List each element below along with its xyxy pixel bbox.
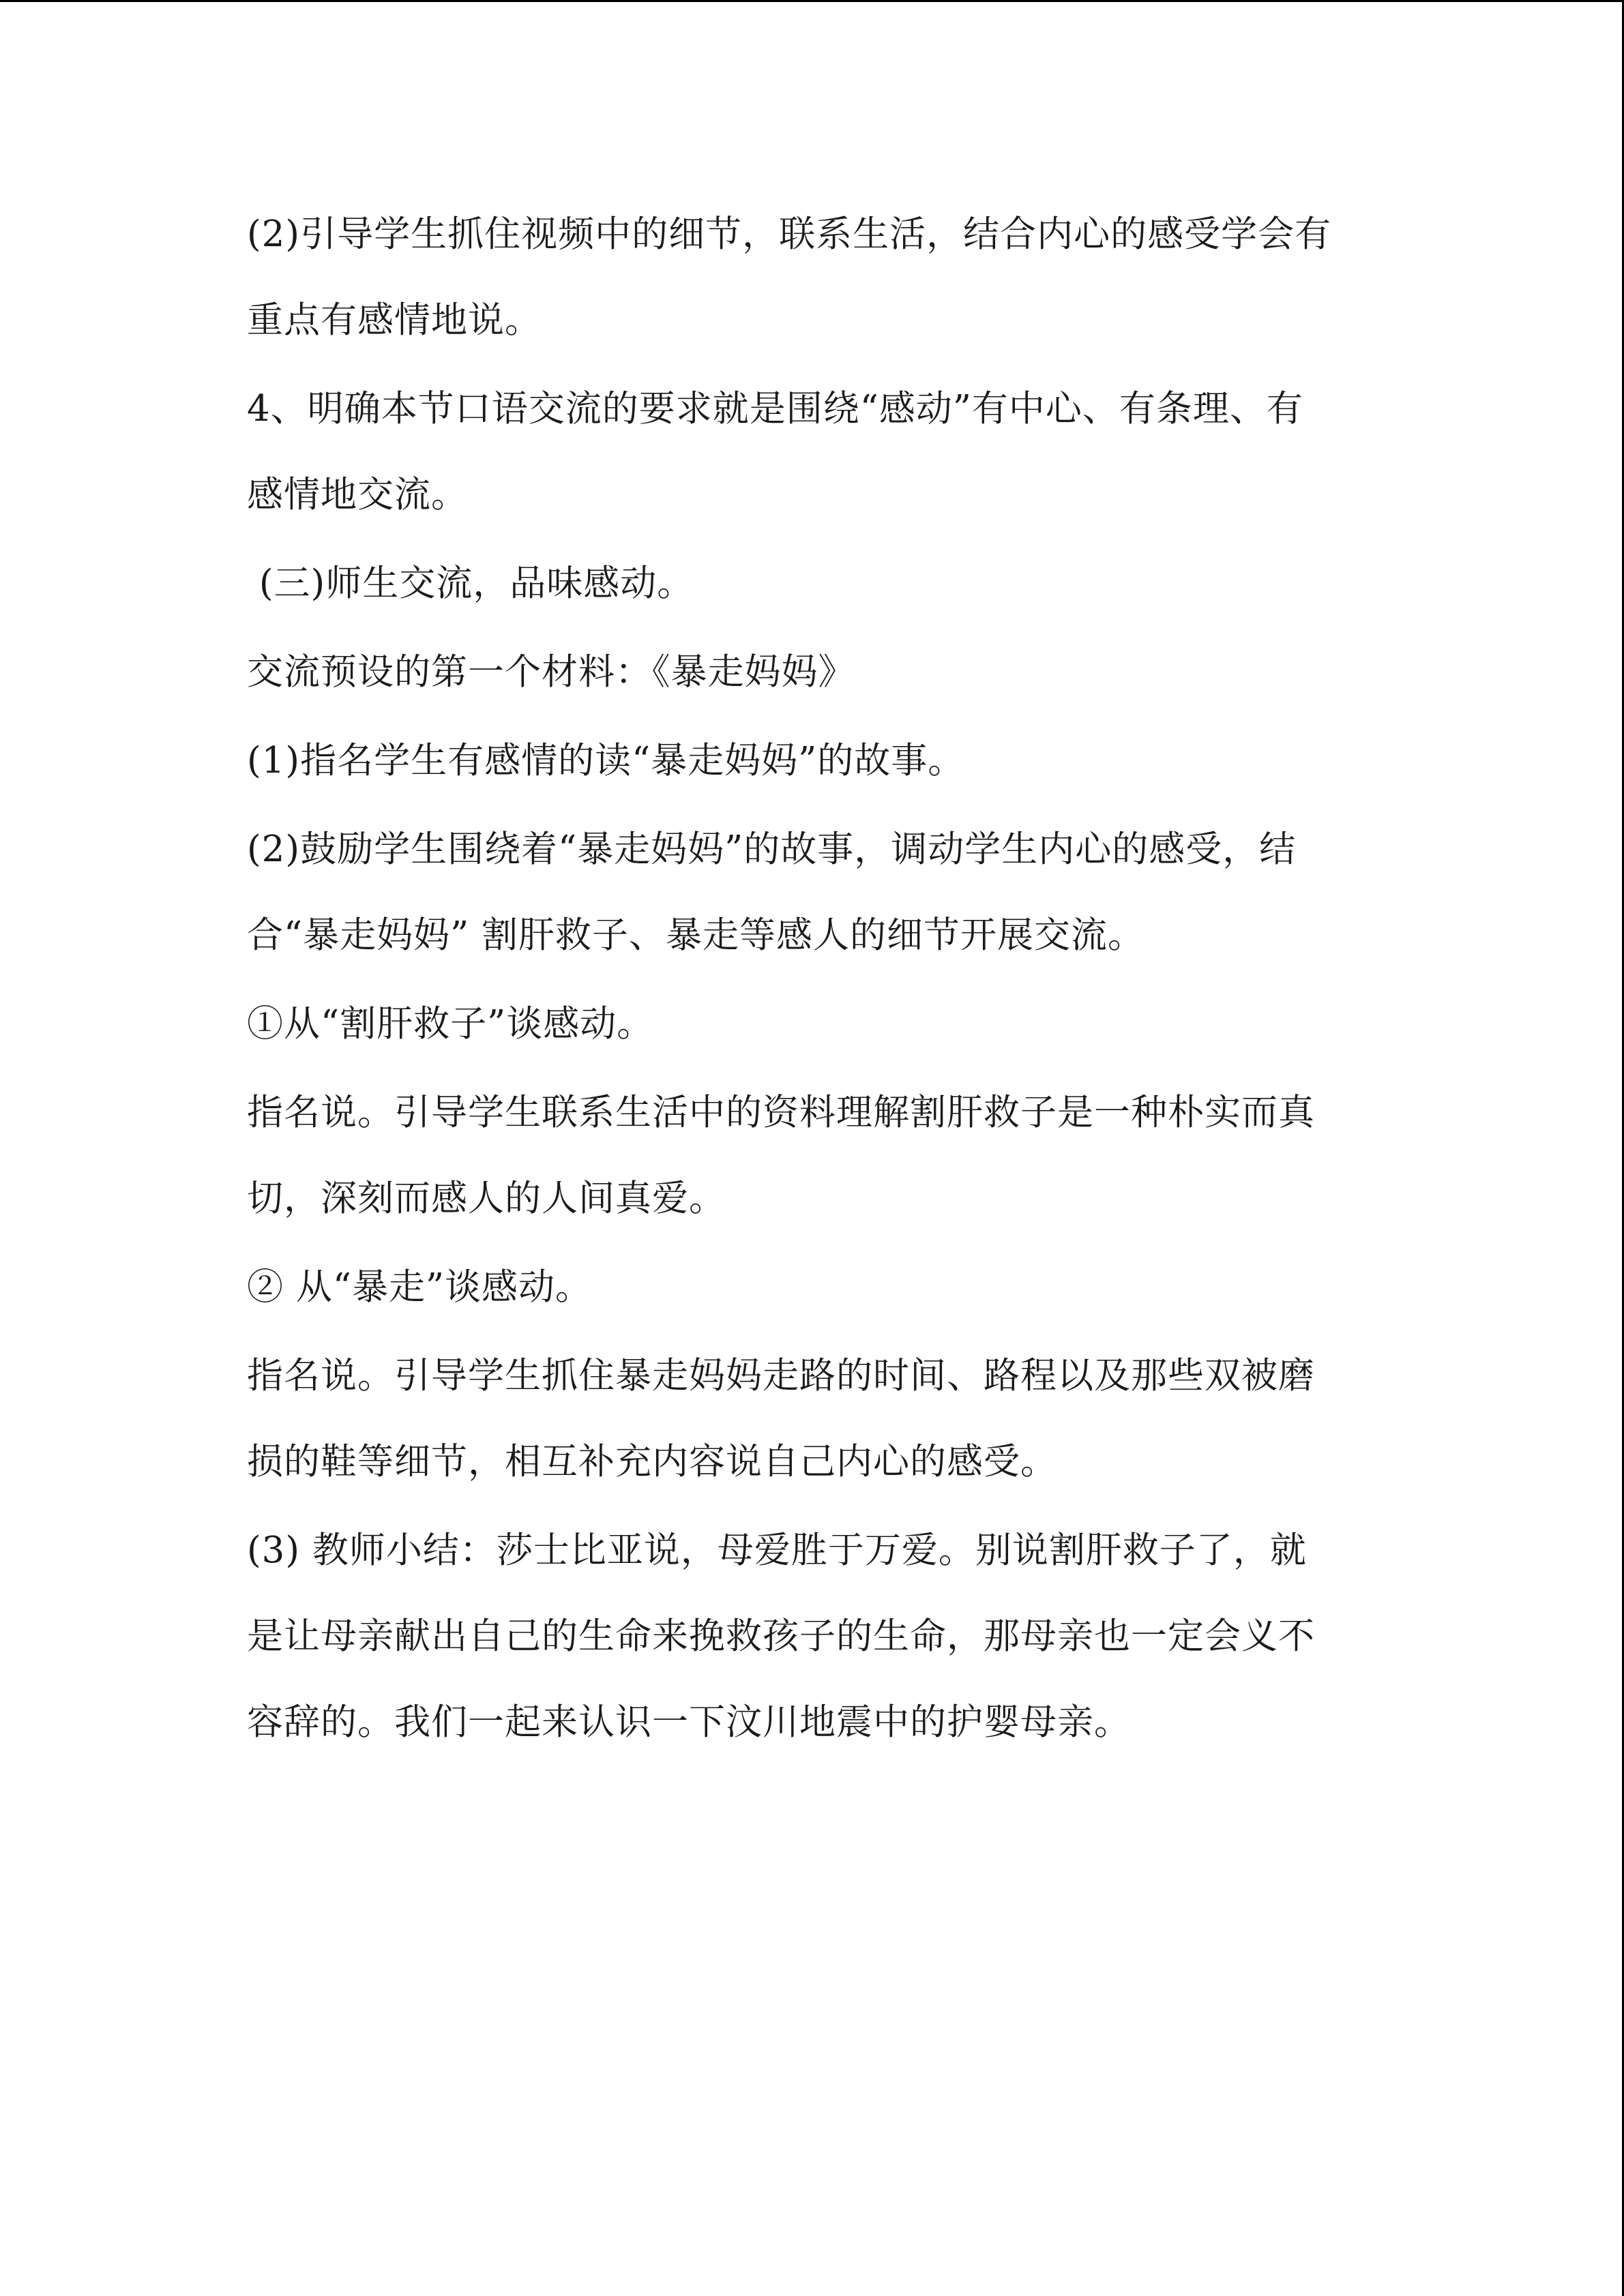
text-line: (2)鼓励学生围绕着“暴走妈妈”的故事，调动学生内心的感受，结 bbox=[247, 829, 1297, 870]
paragraph-point-1 bbox=[247, 1004, 1379, 1044]
text-line: 指名说。引导学生联系生活中的资料理解割肝救子是一种朴实而真 bbox=[247, 1092, 1315, 1133]
text-line: ② 从“暴走”谈感动。 bbox=[247, 1266, 593, 1308]
paragraph-point-2 bbox=[247, 1268, 1379, 1307]
paragraph-requirements bbox=[247, 389, 1379, 515]
text-line: 切，深刻而感人的人间真爱。 bbox=[247, 1178, 726, 1219]
text-line: 4、明确本节口语交流的要求就是围绕“感动”有中心、有条理、有 bbox=[247, 388, 1303, 430]
text-line: (1)指名学生有感情的读“暴走妈妈”的故事。 bbox=[247, 740, 965, 781]
paragraph-teacher-summary bbox=[247, 1531, 1379, 1742]
text-line: (3) 教师小结：莎士比亚说，母爱胜于万爱。别说割肝救子了，就 bbox=[247, 1530, 1307, 1571]
paragraph-guide-details bbox=[247, 215, 1379, 340]
paragraph-step-2 bbox=[247, 830, 1379, 955]
text-line: 合“暴走妈妈” 割肝救子、暴走等感人的细节开展交流。 bbox=[247, 914, 1145, 956]
paragraph-step-1 bbox=[247, 741, 1379, 781]
text-line: 损的鞋等细节，相互补充内容说自己内心的感受。 bbox=[247, 1441, 1057, 1482]
text-line: 感情地交流。 bbox=[247, 474, 468, 516]
heading-line: (三)师生交流，品味感动。 bbox=[247, 563, 694, 604]
section-heading bbox=[247, 564, 1379, 603]
paragraph-point-1-detail bbox=[247, 1093, 1379, 1219]
text-line: ①从“割肝救子”谈感动。 bbox=[247, 1003, 654, 1045]
document-body bbox=[247, 215, 1379, 1791]
paragraph-first-material bbox=[247, 653, 1379, 692]
paragraph-point-2-detail bbox=[247, 1356, 1379, 1482]
text-line: (2)引导学生抓住视频中的细节，联系生活，结合内心的感受学会有 bbox=[247, 213, 1332, 255]
text-line: 交流预设的第一个材料：《暴走妈妈》 bbox=[247, 651, 855, 693]
text-line: 是让母亲献出自己的生命来挽救孩子的生命，那母亲也一定会义不 bbox=[247, 1615, 1315, 1657]
text-line: 容辞的。我们一起来认识一下汶川地震中的护婴母亲。 bbox=[247, 1701, 1131, 1743]
text-line: 重点有感情地说。 bbox=[247, 299, 542, 341]
text-line: 指名说。引导学生抓住暴走妈妈走路的时间、路程以及那些双被磨 bbox=[247, 1355, 1315, 1397]
